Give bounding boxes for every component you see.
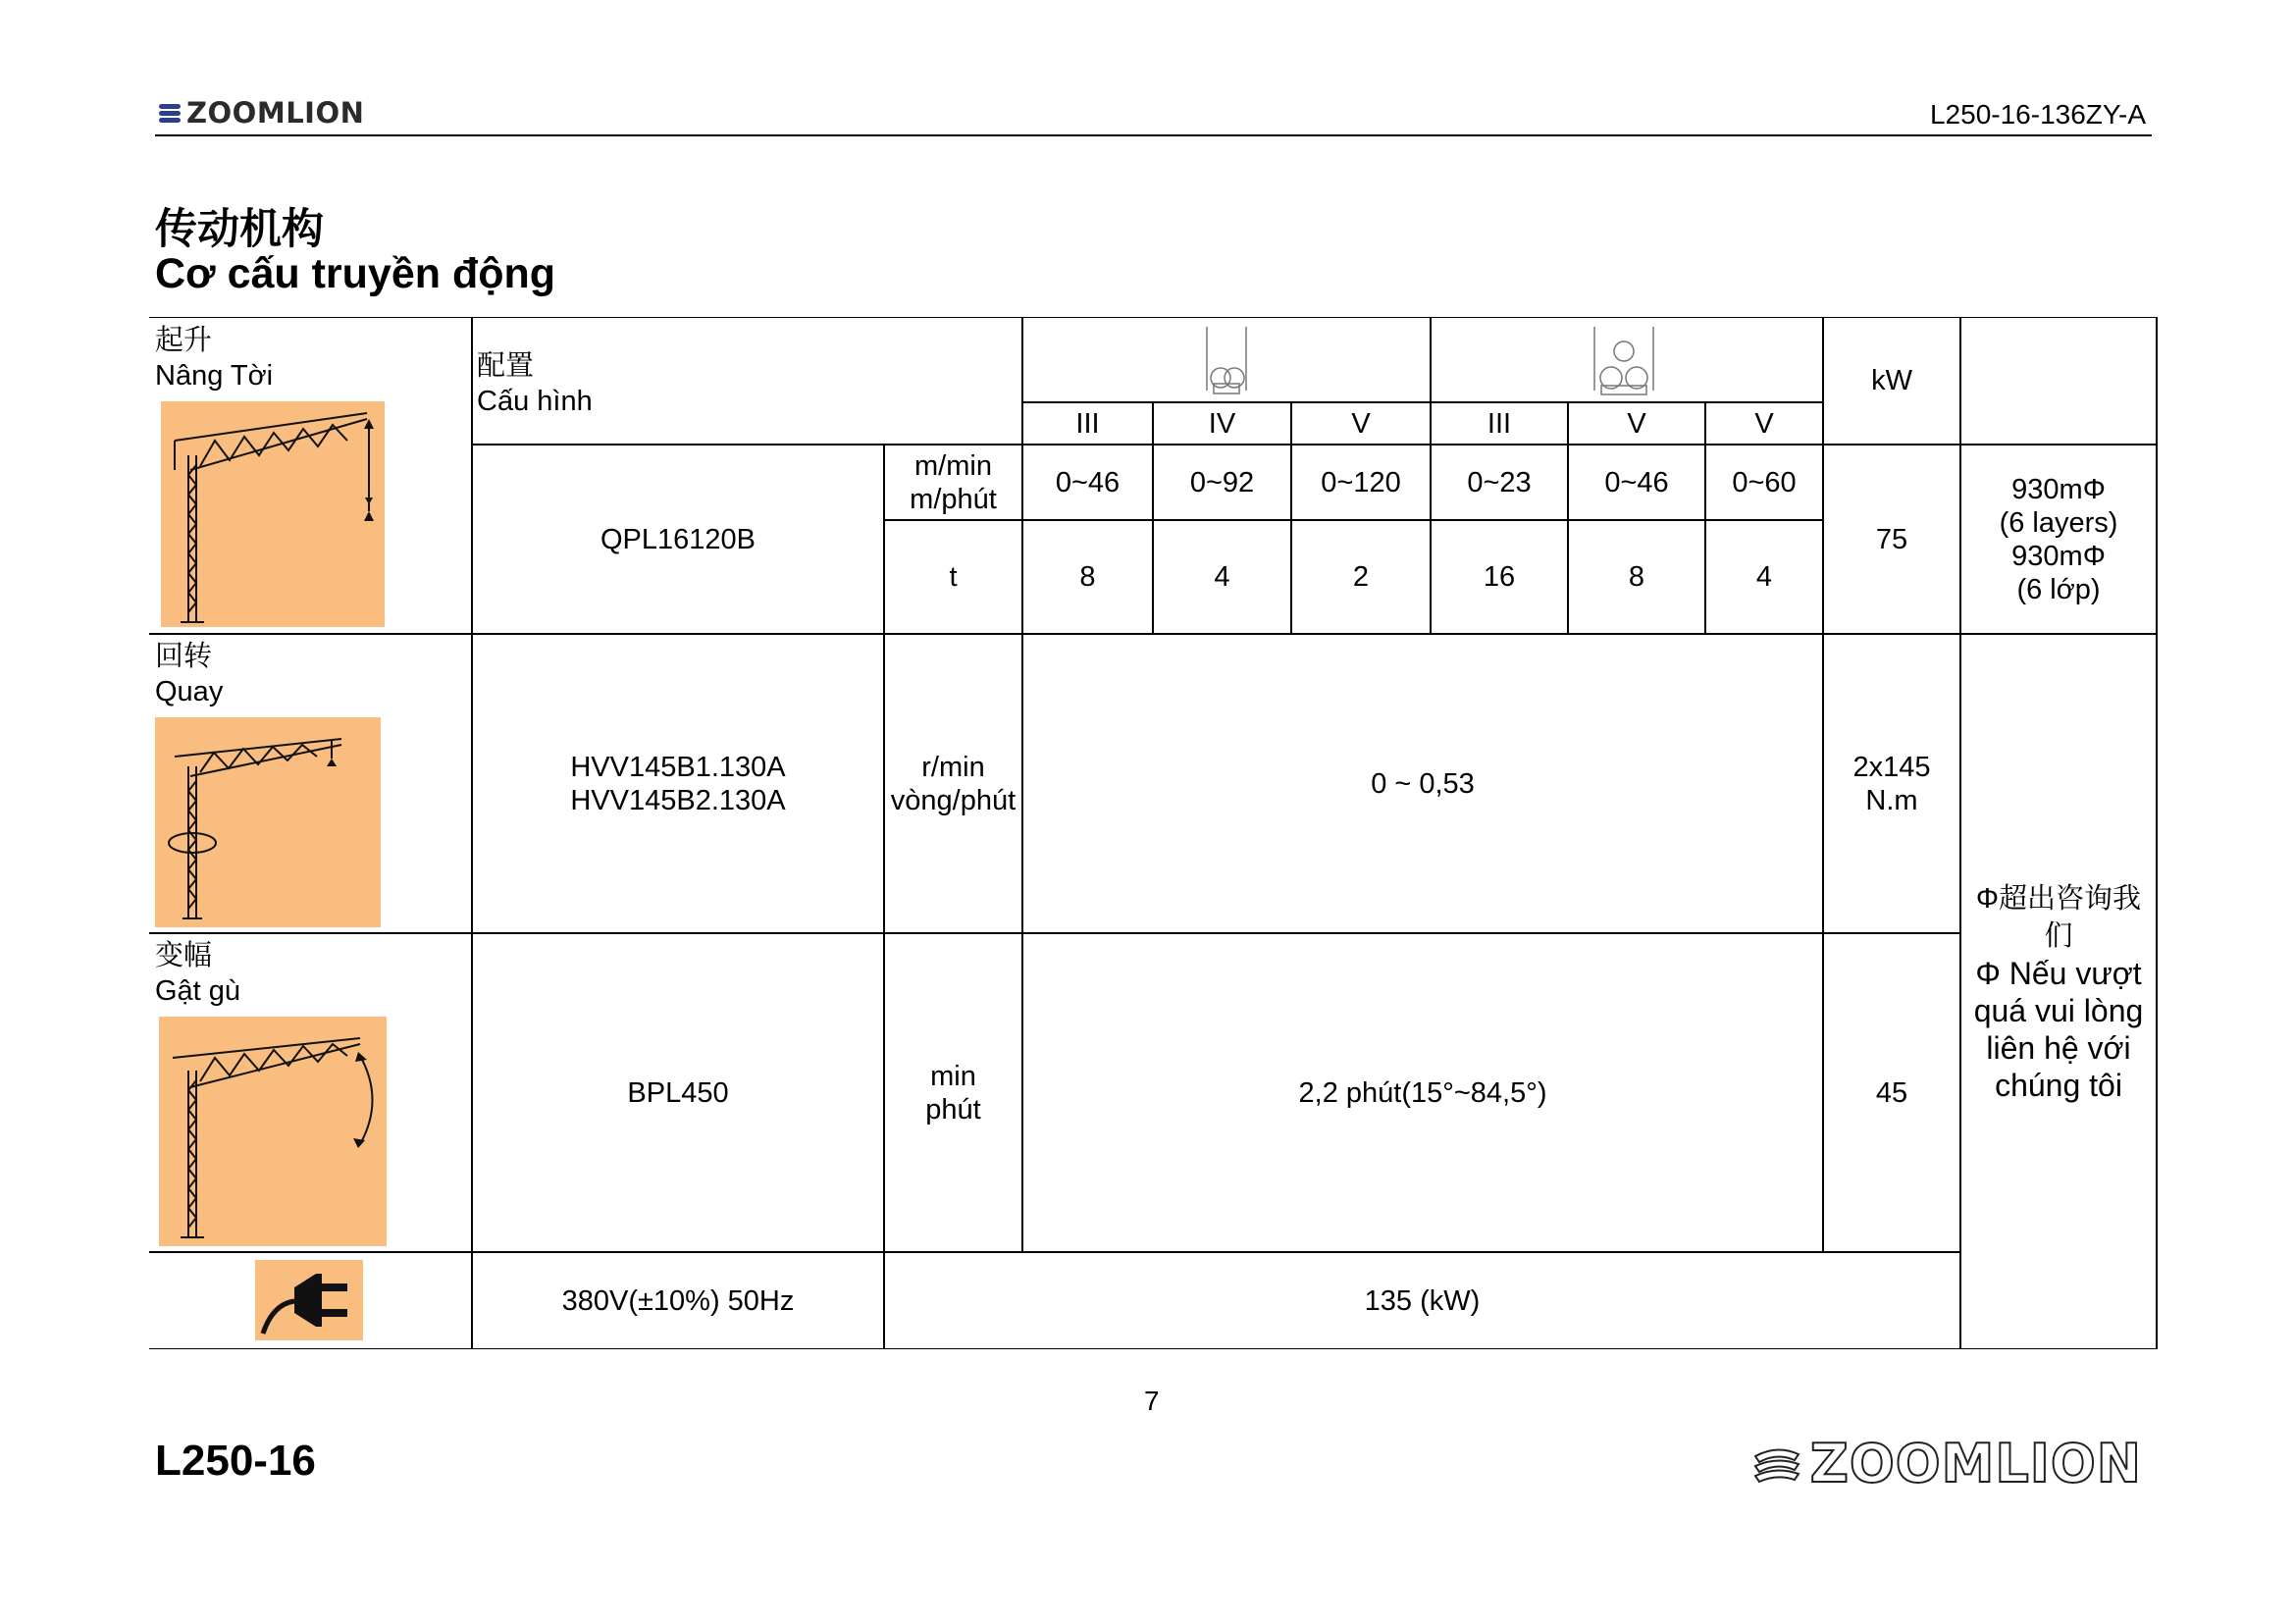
luffing-label: 变幅 Gật gù bbox=[155, 940, 241, 1007]
header-logo bbox=[157, 96, 364, 130]
hoist-load-unit: t bbox=[949, 561, 958, 593]
hoist-speed-5: 0~46 bbox=[1604, 466, 1669, 498]
hoist-speed-1: 0~46 bbox=[1055, 466, 1121, 498]
luffing-model: BPL450 bbox=[627, 1076, 729, 1109]
hoist-power: 75 bbox=[1875, 523, 1908, 555]
hoist-crane-image bbox=[161, 401, 385, 627]
hoist-speed-6: 0~60 bbox=[1732, 466, 1797, 498]
page-number: 7 bbox=[1144, 1386, 1160, 1416]
luffing-time: 2,2 phút(15°~84,5°) bbox=[1298, 1076, 1547, 1109]
reeving-single-icon bbox=[1207, 327, 1246, 393]
slewing-unit: r/min vòng/phút bbox=[890, 751, 1017, 816]
hoist-load-6: 4 bbox=[1755, 561, 1773, 593]
footer-brand: ZOOMLION bbox=[1809, 1433, 2142, 1494]
luffing-power: 45 bbox=[1875, 1076, 1908, 1109]
reeving-header-4: III bbox=[1487, 407, 1512, 440]
hoist-load-2: 4 bbox=[1214, 561, 1230, 593]
power-supply-voltage: 380V(±10%) 50Hz bbox=[561, 1284, 795, 1317]
plug-icon bbox=[255, 1260, 363, 1340]
power-supply-total: 135 (kW) bbox=[1364, 1284, 1481, 1317]
hoist-load-5: 8 bbox=[1628, 561, 1645, 593]
title-chinese: 传动机构 bbox=[155, 205, 324, 254]
slewing-model: HVV145B1.130A HVV145B2.130A bbox=[570, 751, 786, 816]
slewing-label: 回转 Quay bbox=[155, 641, 224, 707]
doc-code: L250-16-136ZY-A bbox=[1929, 99, 2146, 130]
drive-mechanism-table bbox=[149, 317, 2158, 1349]
hoist-speed-2: 0~92 bbox=[1189, 466, 1255, 498]
luffing-unit: min phút bbox=[925, 1060, 981, 1126]
title-vietnamese: Cơ cấu truyền động bbox=[155, 250, 556, 297]
header-brand: ZOOMLION bbox=[186, 96, 365, 130]
zoomlion-mark-icon bbox=[1751, 1444, 1802, 1484]
hoist-rope-capacity: 930mΦ (6 layers) 930mΦ (6 lớp) bbox=[1999, 473, 2118, 605]
reeving-header-2: IV bbox=[1208, 407, 1236, 440]
config-label: 配置 Cấu hình bbox=[477, 350, 593, 417]
header-divider bbox=[155, 134, 2152, 136]
hoist-label: 起升 Nâng Tời bbox=[155, 325, 274, 392]
reeving-double-icon bbox=[1594, 327, 1653, 394]
hoist-speed-unit: m/min m/phút bbox=[910, 449, 997, 515]
footer-model: L250-16 bbox=[155, 1437, 316, 1485]
slewing-torque: 2x145 N.m bbox=[1852, 751, 1931, 816]
power-plug-image bbox=[255, 1260, 363, 1340]
hoist-model: QPL16120B bbox=[600, 523, 756, 555]
slewing-crane-image bbox=[155, 717, 381, 927]
reeving-header-6: V bbox=[1754, 407, 1774, 440]
zoomlion-mark-icon bbox=[157, 100, 183, 126]
kw-header: kW bbox=[1871, 365, 1912, 396]
hoist-speed-3: 0~120 bbox=[1321, 466, 1401, 498]
slewing-speed: 0 ~ 0,53 bbox=[1371, 767, 1475, 800]
reeving-header-1: III bbox=[1075, 407, 1100, 440]
reeving-header-5: V bbox=[1627, 407, 1646, 440]
capacity-note: Φ超出咨询我 们 Φ Nếu vượt quá vui lòng liên hệ với chúng tôi bbox=[1973, 882, 2144, 1103]
hoist-load-1: 8 bbox=[1079, 561, 1096, 593]
luffing-crane-image bbox=[159, 1017, 387, 1246]
footer-logo bbox=[1751, 1433, 2142, 1494]
hoist-load-3: 2 bbox=[1352, 561, 1370, 593]
hoist-load-4: 16 bbox=[1483, 561, 1516, 593]
reeving-header-3: V bbox=[1351, 407, 1371, 440]
hoist-speed-4: 0~23 bbox=[1467, 466, 1532, 498]
